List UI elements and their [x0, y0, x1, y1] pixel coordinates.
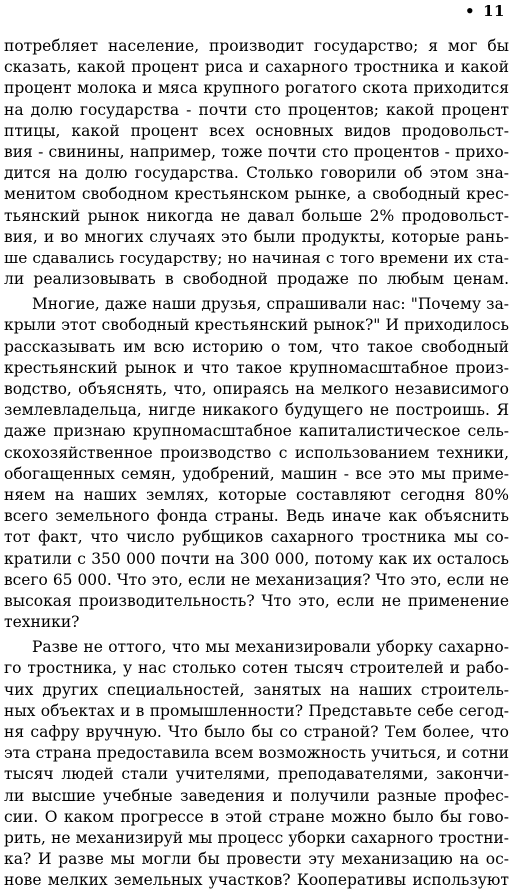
text-line: птицы, какой процент всех основных видов продовольст- [4, 121, 509, 140]
text-line: всего земельного фонда страны. Ведь иначе как объяснить [4, 507, 509, 526]
text-line: высокая производительность? Что это, если не применение [4, 591, 509, 610]
text-line: скохозяйственное производство с использованием техники, [4, 443, 509, 462]
paragraph [4, 36, 509, 290]
text-line: тысяч людей стали учителями, преподавателями, закончи- [4, 765, 509, 784]
text-line: няем на наших землях, которые составляют сегодня 80% [4, 485, 509, 504]
text-line: вия, и во многих случаях это были продукты, которые рань- [4, 227, 509, 246]
text-line: на долю государства - почти сто процентов; какой процент [4, 100, 509, 119]
text-line: крыли этот свободный крестьянский рынок?" И приходилось [4, 316, 509, 335]
text-line: вия - свинины, например, тоже почти сто процентов - прихо- [4, 142, 509, 161]
header-bullet: • [465, 2, 476, 20]
text-line: эта страна предоставила всем возможность учиться, и сотни [4, 744, 509, 763]
text-line: ных объектах и в промышленности? Представьте себе сегод- [4, 701, 509, 720]
text-line: обогащенных семян, удобрений, машин - все это мы приме- [4, 464, 509, 483]
text-line: водство, объяснять, что, опираясь на мелкого независимого [4, 380, 509, 398]
text-line: тьянский рынок никогда не давал больше 2% продовольст- [4, 206, 509, 225]
text-line: ка? И разве мы могли бы провести эту механизацию на ос- [4, 850, 509, 869]
paragraph [4, 294, 509, 633]
paragraph [4, 637, 509, 891]
text-line: рассказывать им всю историю о том, что такое свободный [4, 337, 509, 356]
text-line: Разве не оттого, что мы механизировали уборку сахарно- [32, 638, 509, 657]
text-line: потребляет население, производит государство; я мог бы [4, 37, 509, 55]
text-line: крестьянский рынок и что такое крупномасштабное произ- [4, 358, 509, 377]
text-line: го тростника, у нас столько сотен тысяч строителей и рабо- [4, 659, 509, 678]
text-line: сказать, какой процент риса и сахарного тростника и какой [4, 58, 509, 77]
text-line: техники? [4, 613, 80, 632]
text-line: ли реализовывать в свободной продаже по любым ценам. [4, 270, 509, 289]
page-header [465, 2, 505, 20]
text-line: процент молока и мяса крупного рогатого скота приходится [4, 79, 509, 98]
text-line: менитом свободном крестьянском рынке, а свободный крес- [4, 185, 509, 204]
text-line: землевладельца, нигде никакого будущего не построишь. Я [4, 401, 509, 420]
text-line: чих других специальностей, занятых на наших строитель- [4, 680, 509, 699]
text-line: всего 65 000. Что это, если не механизация? Что это, если не [4, 570, 509, 589]
text-line: ли высшие учебные заведения и получили разные профес- [4, 786, 509, 805]
text-line: даже признаю крупномасштабное капиталистическое сель- [4, 422, 509, 441]
text-line: Многие, даже наши друзья, спрашивали нас: "Почему за- [32, 295, 509, 314]
page-number: 11 [483, 2, 505, 20]
text-line: дится на долю государства. Столько говорили об этом зна- [4, 164, 509, 183]
text-line: сии. О каком прогрессе в этой стране можно было бы гово- [4, 807, 509, 826]
text-line: ше сдавались государству; но начиная с того времени их ста- [4, 248, 509, 267]
text-line: тот факт, что число рубщиков сахарного тростника мы со- [4, 528, 509, 547]
body-text [4, 36, 509, 892]
text-line: нове мелких земельных участков? Кооперативы используют [4, 871, 509, 890]
text-line: рить, не механизируй мы процесс уборки сахарного тростни- [4, 828, 509, 847]
text-line: кратили с 350 000 почти на 300 000, потому как их осталось [4, 549, 509, 568]
text-line: ня сафру вручную. Что было бы со страной? Тем более, что [4, 723, 509, 741]
